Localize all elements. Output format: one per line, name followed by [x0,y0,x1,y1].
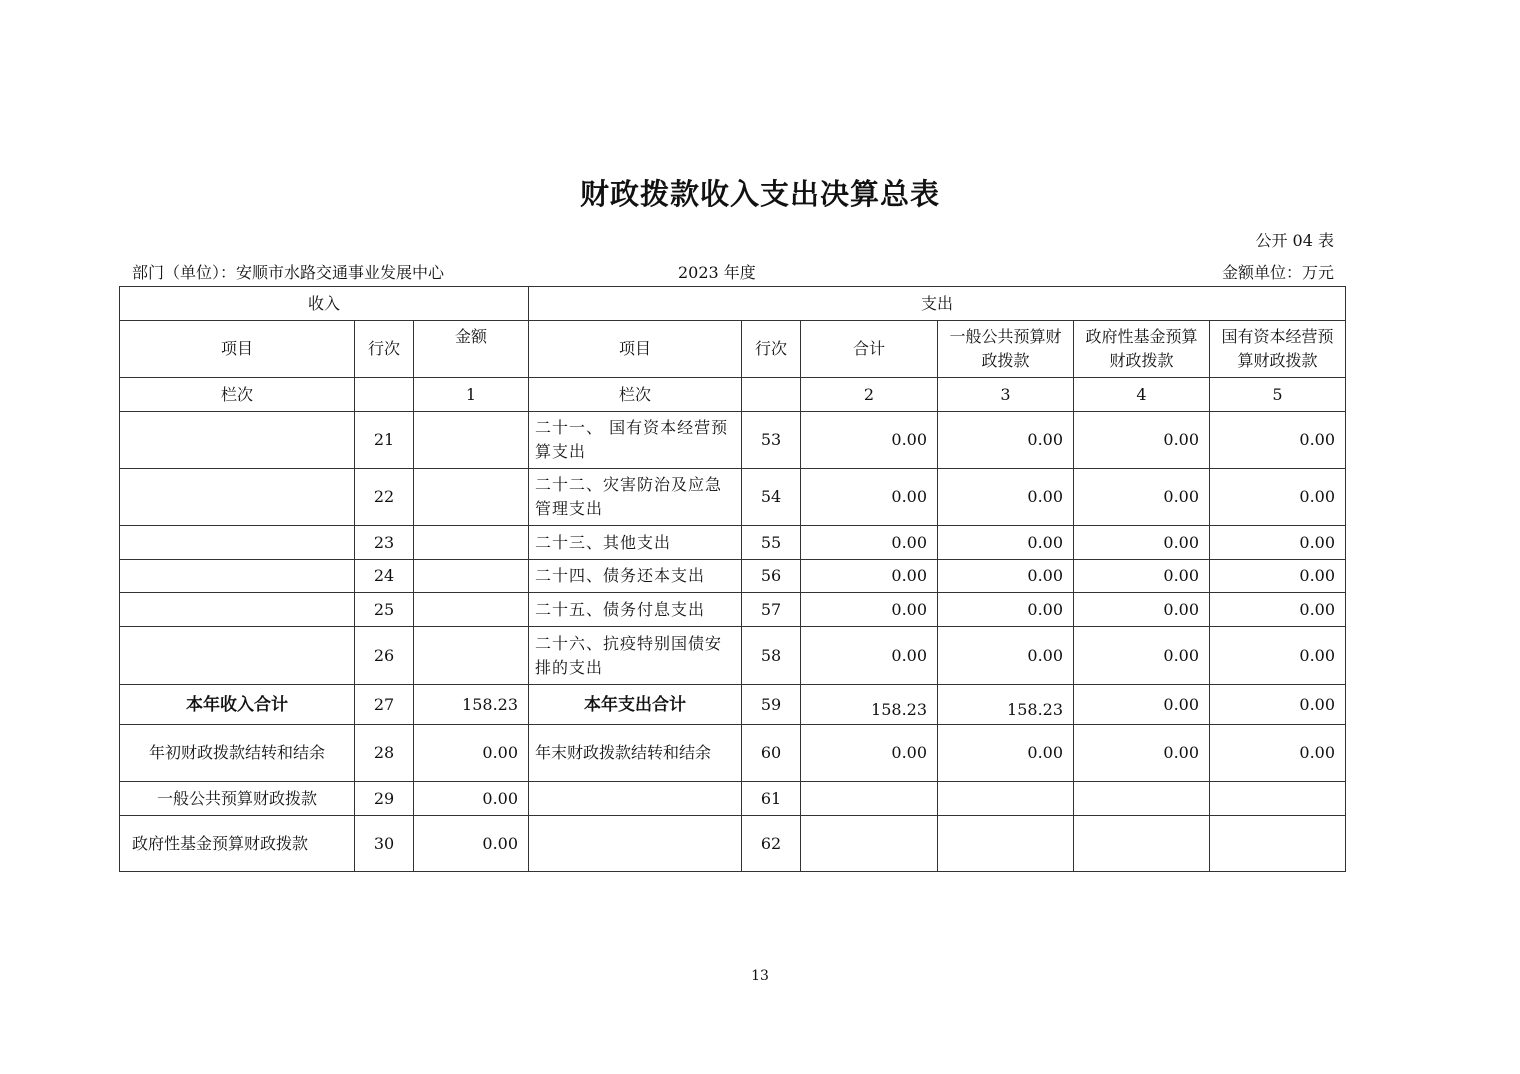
state-capital-header: 国有资本经营预算财政拨款 [1210,321,1346,378]
col-index-5: 5 [1210,378,1346,412]
income-total-amount: 158.23 [414,685,529,725]
table-row [120,412,1346,469]
table-row [120,782,1346,816]
income-amount [414,526,529,560]
income-row-no: 22 [355,469,414,526]
expense-row-no: 54 [742,469,801,526]
settlement-table [119,286,1346,872]
expense-row-no: 57 [742,593,801,627]
expense-row-no: 58 [742,627,801,685]
income-row-no: 25 [355,593,414,627]
expense-capital [1210,782,1346,816]
expense-general: 0.00 [938,593,1074,627]
expense-row-no: 62 [742,816,801,872]
income-amount [414,412,529,469]
expense-general [938,816,1074,872]
empty-cell [742,378,801,412]
expense-row-no-header: 行次 [742,321,801,378]
gov-fund-header: 政府性基金预算财政拨款 [1074,321,1210,378]
expense-item: 二十三、其他支出 [529,526,742,560]
expense-row-no: 53 [742,412,801,469]
table-row [120,560,1346,593]
expense-fund: 0.00 [1074,560,1210,593]
expense-total [801,816,938,872]
income-row-no-header: 行次 [355,321,414,378]
fiscal-year: 2023 年度 [678,263,756,282]
expense-capital: 0.00 [1210,685,1346,725]
income-section-header: 收入 [120,287,529,321]
income-row-no: 23 [355,526,414,560]
expense-total [801,782,938,816]
expense-general: 0.00 [938,526,1074,560]
income-row-no: 21 [355,412,414,469]
col-label: 栏次 [120,378,355,412]
expense-general: 0.00 [938,725,1074,782]
expense-item: 二十四、债务还本支出 [529,560,742,593]
expense-total: 158.23 [801,685,938,725]
page-number: 13 [751,968,769,984]
expense-fund [1074,816,1210,872]
expense-capital: 0.00 [1210,593,1346,627]
form-number: 公开 04 表 [1255,231,1334,250]
income-row-no: 30 [355,816,414,872]
amount-unit: 金额单位：万元 [1221,263,1334,282]
expense-fund: 0.00 [1074,685,1210,725]
income-amount-header: 金额 [414,321,529,378]
header-row-sections [120,287,1346,321]
expense-capital: 0.00 [1210,725,1346,782]
income-row-no: 27 [355,685,414,725]
income-amount: 0.00 [414,725,529,782]
empty-cell [355,378,414,412]
total-header: 合计 [801,321,938,378]
expense-fund [1074,782,1210,816]
expense-total: 0.00 [801,725,938,782]
expense-total-label: 本年支出合计 [529,685,742,725]
header-row-columns [120,321,1346,378]
expense-capital: 0.00 [1210,526,1346,560]
expense-total: 0.00 [801,526,938,560]
expense-fund: 0.00 [1074,526,1210,560]
income-amount [414,627,529,685]
expense-total: 0.00 [801,412,938,469]
expense-capital: 0.00 [1210,469,1346,526]
expense-section-header: 支出 [529,287,1346,321]
income-row-no: 29 [355,782,414,816]
expense-fund: 0.00 [1074,593,1210,627]
expense-total: 0.00 [801,560,938,593]
expense-total: 0.00 [801,627,938,685]
income-item [120,627,355,685]
income-item [120,593,355,627]
expense-item: 年末财政拨款结转和结余 [529,725,742,782]
table-row [120,593,1346,627]
income-row-no: 26 [355,627,414,685]
income-amount [414,593,529,627]
col-index-2: 2 [801,378,938,412]
expense-fund: 0.00 [1074,412,1210,469]
expense-item-header: 项目 [529,321,742,378]
expense-row-no: 56 [742,560,801,593]
col-index-4: 4 [1074,378,1210,412]
expense-item: 二十五、债务付息支出 [529,593,742,627]
department-label: 部门（单位）：安顺市水路交通事业发展中心 [132,263,445,282]
expense-capital: 0.00 [1210,560,1346,593]
income-total-label: 本年收入合计 [120,685,355,725]
expense-row-no: 55 [742,526,801,560]
expense-item [529,816,742,872]
income-amount [414,469,529,526]
table-row [120,816,1346,872]
expense-fund: 0.00 [1074,725,1210,782]
col-index-1: 1 [414,378,529,412]
income-amount: 0.00 [414,816,529,872]
income-amount [414,560,529,593]
expense-item: 二十一、 国有资本经营预算支出 [529,412,742,469]
expense-capital: 0.00 [1210,412,1346,469]
expense-row-no: 61 [742,782,801,816]
expense-item: 二十二、灾害防治及应急管理支出 [529,469,742,526]
income-item: 年初财政拨款结转和结余 [120,725,355,782]
table-row [120,469,1346,526]
expense-fund: 0.00 [1074,469,1210,526]
income-item [120,526,355,560]
expense-fund: 0.00 [1074,627,1210,685]
totals-row [120,685,1346,725]
expense-general: 0.00 [938,627,1074,685]
col-label: 栏次 [529,378,742,412]
expense-item [529,782,742,816]
table-row [120,627,1346,685]
expense-general: 0.00 [938,412,1074,469]
table-row [120,526,1346,560]
expense-general: 158.23 [938,685,1074,725]
income-item: 一般公共预算财政拨款 [120,782,355,816]
col-index-3: 3 [938,378,1074,412]
table-title: 财政拨款收入支出决算总表 [579,177,940,211]
expense-row-no: 59 [742,685,801,725]
income-item [120,412,355,469]
table-row [120,725,1346,782]
income-item [120,560,355,593]
expense-capital: 0.00 [1210,627,1346,685]
general-budget-header: 一般公共预算财政拨款 [938,321,1074,378]
expense-total: 0.00 [801,593,938,627]
income-row-no: 24 [355,560,414,593]
expense-total: 0.00 [801,469,938,526]
expense-general [938,782,1074,816]
income-row-no: 28 [355,725,414,782]
expense-capital [1210,816,1346,872]
income-amount: 0.00 [414,782,529,816]
expense-row-no: 60 [742,725,801,782]
expense-general: 0.00 [938,560,1074,593]
header-row-column-index [120,378,1346,412]
income-item-header: 项目 [120,321,355,378]
income-item [120,469,355,526]
expense-general: 0.00 [938,469,1074,526]
income-item: 政府性基金预算财政拨款 [120,816,355,872]
expense-item: 二十六、抗疫特别国债安排的支出 [529,627,742,685]
